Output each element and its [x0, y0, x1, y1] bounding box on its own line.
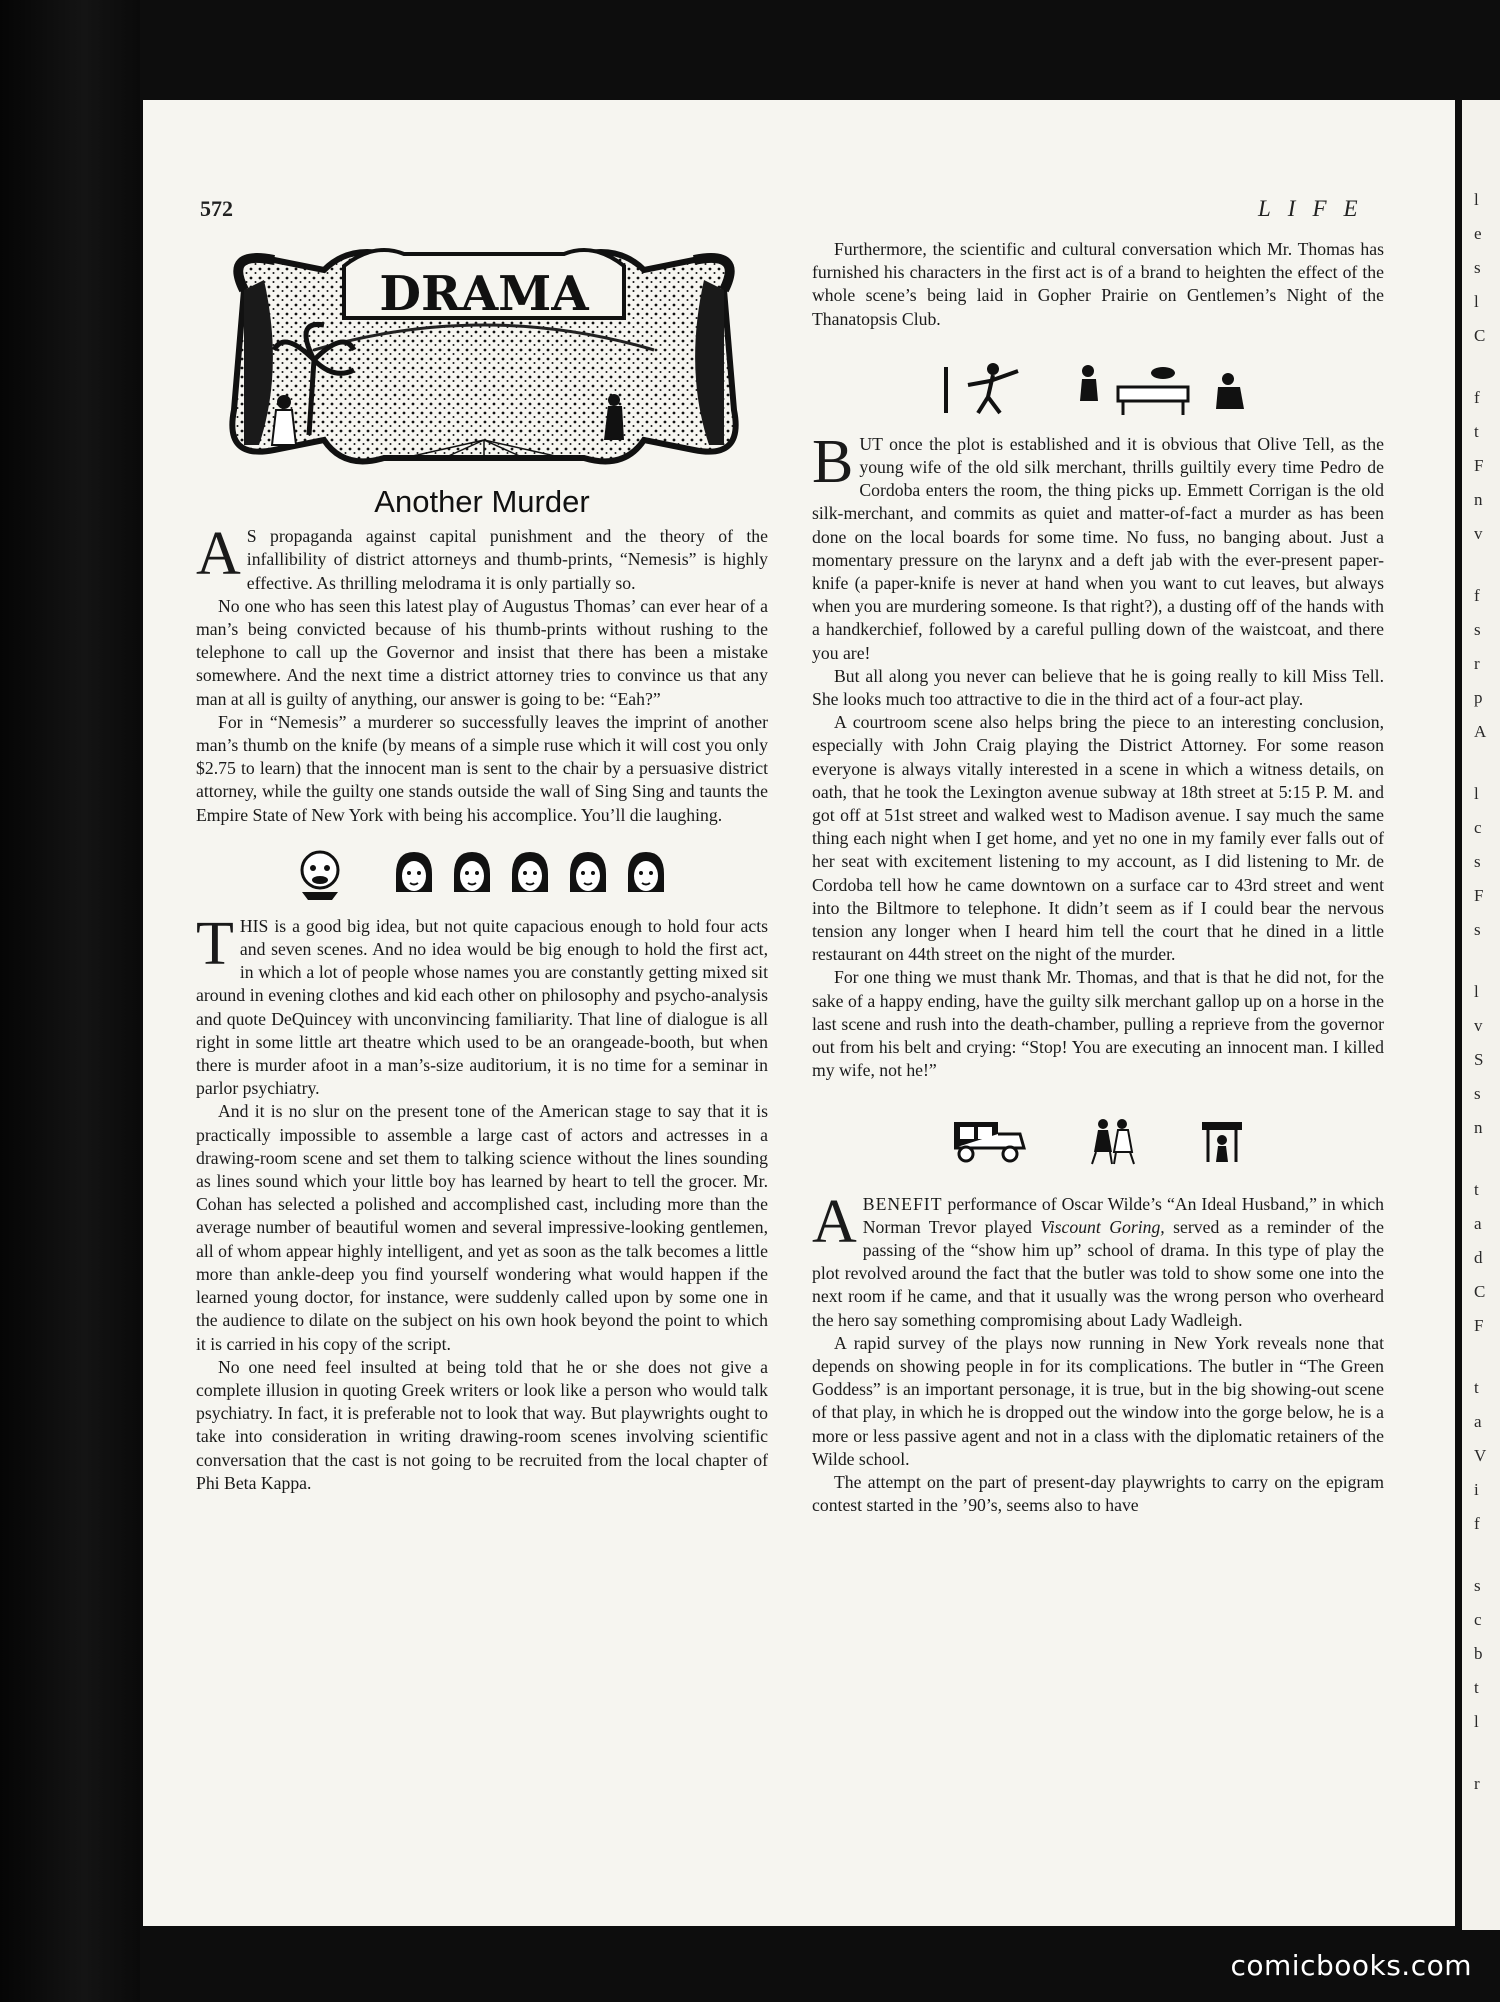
next-page-fragment: i	[1474, 1480, 1479, 1499]
paragraph-text: served as a reminder of the passing of the “show him up” school of drama. In this type of play the plot revolved around the fact that the butler was told to show some one into the next room if he came, and that it usually was the wrong person who overheard the hero say something compromising about Lady Wadleigh.	[812, 1216, 1384, 1330]
drop-cap: A	[196, 520, 241, 589]
next-page-fragment: l	[1474, 292, 1479, 311]
next-page-fragment: s	[1474, 1576, 1481, 1595]
next-page-fragment: t	[1474, 1678, 1479, 1697]
next-page-fragment: p	[1474, 688, 1483, 707]
courtroom-sketch-illustration	[812, 349, 1384, 425]
next-page-fragment: C	[1474, 1282, 1486, 1301]
next-page-fragment: e	[1474, 224, 1482, 243]
paragraph: But all along you never can believe that he is going really to kill Miss Tell. She looks much too attractive to die in the third act of a four-act play.	[812, 665, 1384, 710]
next-page-fragment: F	[1474, 886, 1484, 905]
next-page-fragment: l	[1474, 1712, 1479, 1731]
next-page-fragment: s	[1474, 1084, 1481, 1103]
car-and-figures-illustration	[812, 1103, 1384, 1179]
drop-cap: B	[812, 427, 854, 496]
paragraph: No one need feel insulted at being told that he or she does not give a complete illusion in quoting Greek writers or look like a person who would talk psychiatry. In fact, it is preferable not to look that way. But playwrights ought to take into consideration in writing drawing-room scenes involving scientific conversation that the cast is not going to be recruited from the local chapter of Phi Beta Kappa.	[196, 1356, 768, 1493]
paragraph-text: S propaganda against capital punishment and the theory of the infallibility of district attorneys and thumb-prints, “Nemesis” is highly effective. As thrilling melodrama it is only partially so.	[246, 526, 768, 593]
role-name: Viscount Goring,	[1040, 1216, 1165, 1237]
next-page-fragment: t	[1474, 1378, 1479, 1397]
next-page-fragment: c	[1474, 1610, 1482, 1629]
faces-ornament-illustration	[196, 843, 768, 905]
next-page-fragment: a	[1474, 1412, 1482, 1431]
paragraph	[196, 909, 768, 1101]
paragraph: For one thing we must thank Mr. Thomas, and that is that he did not, for the sake of a happy ending, have the guilty silk merchant gallop up on a horse in the last scene and rush into the death-chamber, pulling a reprieve from the governor out from his belt and crying: “Stop! You are executing an innocent man. I killed my wife, not he!”	[812, 967, 1384, 1081]
magazine-title: LIFE	[1258, 196, 1375, 221]
drop-cap: T	[196, 909, 234, 978]
next-page-fragment: v	[1474, 524, 1483, 543]
paragraph: A rapid survey of the plays now running in New York reveals none that depends on showing people in for its complications. The butler in “The Green Goddess” is an important personage, it is true, but in the big showing-out scene of that play, in which he is dropped out the window into the gorge below, he is a more or less passive agent and not in a class with the diplomatic retainers of the Wilde school.	[812, 1332, 1384, 1469]
next-page-edge	[1462, 100, 1500, 1930]
paragraph: And it is no slur on the present tone of the American stage to say that it is practically impossible to assemble a large cast of actors and actresses in a drawing-room scene and set them to talking science without the lines sounding as lines sound which your little boy has learned by heart to tell the grocer. Mr. Cohan has selected a polished and accomplished cast, including more than the average number of beautiful women and several impressive-looking gentlemen, all of whom appear highly intelligent, and yet as soon as the talk becomes a little more than ankle-deep you find yourself wondering what would happen if the learned young doctor, for instance, were suddenly called upon by some one in the audience to dilate on the subject on his own hook beyond the point to which it is carried in his copy of the script.	[196, 1101, 768, 1354]
scan-gutter-left	[0, 0, 140, 2002]
next-page-fragment: d	[1474, 1248, 1483, 1267]
next-page-fragment: b	[1474, 1644, 1483, 1663]
next-page-fragment: A	[1474, 722, 1487, 741]
next-page-fragment: v	[1474, 1016, 1483, 1035]
lead-in: BENEFIT	[862, 1193, 943, 1214]
paragraph: The attempt on the part of present-day playwrights to carry on the epigram contest started in the ’90’s, seems also to have	[812, 1471, 1384, 1516]
watermark: comicbooks.com	[1230, 1949, 1472, 1982]
next-page-fragment: l	[1474, 784, 1479, 803]
next-page-fragment: a	[1474, 1214, 1482, 1233]
next-page-fragment: V	[1474, 1446, 1487, 1465]
paragraph-text: HIS is a good big idea, but not quite capacious enough to hold four acts and seven scenes. And no idea would be big enough to hold the first act, in which a lot of people whose names you are constantly getting mixed sit around in evening clothes and kid each other on philosophy and psycho-analysis and quote DeQuincey with unconvincing familiarity. That line of dialogue is all right in some little art theatre which used to be an orangeade-booth, but when there is murder afoot in a man’s-size auditorium, it is no time for a seminar in parlor psychiatry.	[196, 915, 768, 1099]
next-page-fragment: S	[1474, 1050, 1484, 1069]
next-page-fragment: s	[1474, 620, 1481, 639]
paragraph: No one who has seen this latest play of Augustus Thomas’ can ever hear of a man’s being convicted because of his thumb-prints without rushing to the telephone to call up the Governor and insist that there has been a mistake somewhere. And the next time a district attorney tries to convince us that any man at all is guilty of anything, our answer is going to be: “Eah?”	[196, 595, 768, 709]
right-column	[812, 238, 1384, 1517]
next-page-fragment: n	[1474, 1118, 1483, 1137]
next-page-fragment: C	[1474, 326, 1486, 345]
paragraph	[812, 1187, 1384, 1332]
paragraph	[812, 427, 1384, 665]
next-page-fragment: r	[1474, 1774, 1480, 1793]
paragraph-text: performance of Oscar Wilde’s “An Ideal Husband,” in which Norman Trevor played	[862, 1193, 1384, 1237]
next-page-fragment: l	[1474, 190, 1479, 209]
next-page-fragment: c	[1474, 818, 1482, 837]
page-number: 572	[200, 196, 233, 221]
drama-banner-illustration	[204, 230, 764, 476]
section-title: DRAMA	[379, 266, 589, 322]
paragraph: Furthermore, the scientific and cultural conversation which Mr. Thomas has furnished his characters in the first act is of a brand to heighten the effect of the whole scene’s being laid in Gopher Prairie on Gentlemen’s Night of the Thanatopsis Club.	[812, 239, 1384, 329]
next-page-fragment: t	[1474, 422, 1479, 441]
next-page-fragment: f	[1474, 388, 1480, 407]
next-page-fragment: s	[1474, 258, 1481, 277]
headline: Another Murder	[374, 484, 590, 519]
next-page-fragment: f	[1474, 1514, 1480, 1533]
next-page-fragment: n	[1474, 490, 1483, 509]
next-page-fragment: s	[1474, 852, 1481, 871]
paragraph: For in “Nemesis” a murderer so successfully leaves the imprint of another man’s thumb on the knife (by means of a simple ruse which it will cost you only $2.75 to learn) that the innocent man is sent to the chair by a persuasive district attorney, while the guilty one stands outside the wall of Sing Sing and taunts the Empire State of New York with being his accomplice. You’ll die laughing.	[196, 711, 768, 825]
next-page-fragment: F	[1474, 456, 1484, 475]
next-page-fragment: l	[1474, 982, 1479, 1001]
left-column	[196, 230, 768, 1495]
paragraph-text: UT once the plot is established and it is obvious that Olive Tell, as the young wife of the old silk merchant, thrills guiltily every time Pedro de Cordoba enters the room, the thing picks up. Emmett Corrigan is the old silk-merchant, and commits as quiet and matter-of-fact a murder as has been done on the local boards for some time. No fuss, no banging about. Just a momentary pressure on the larynx and a deft jab with the ever-present paper-knife (a paper-knife is never at hand when you want to cut leaves, but always when you are murdering someone. Is that right?), a dusting off of the hands with a handkerchief, followed by a careful pulling down of the waistcoat, and there you are!	[812, 433, 1384, 663]
next-page-fragment: t	[1474, 1180, 1479, 1199]
next-page-fragment: F	[1474, 1316, 1484, 1335]
drop-cap: A	[812, 1187, 857, 1256]
paragraph: A courtroom scene also helps bring the piece to an interesting conclusion, especially with John Craig playing the District Attorney. For some reason everyone is always vitally interested in a scene in which a witness details, on oath, that he took the Lexington avenue subway at 18th street at 5:15 P. M. and got off at 51st street and walked west to Madison avenue. I say much the same thing each night when I get home, and yet no one in my family ever falls out of her seat with excitement listening to my account, as I did listening to Mr. de Cordoba tell how he came downtown on a surface car to 43rd street and went into the Biltmore to telephone. It didn’t seem as if I could bear the nervous tension any longer when I heard him tell the court that he dined in a little restaurant on 44th street on the night of the murder.	[812, 712, 1384, 965]
next-page-fragment: r	[1474, 654, 1480, 673]
next-page-fragment: s	[1474, 920, 1481, 939]
next-page-fragment: f	[1474, 586, 1480, 605]
paragraph	[196, 520, 768, 595]
